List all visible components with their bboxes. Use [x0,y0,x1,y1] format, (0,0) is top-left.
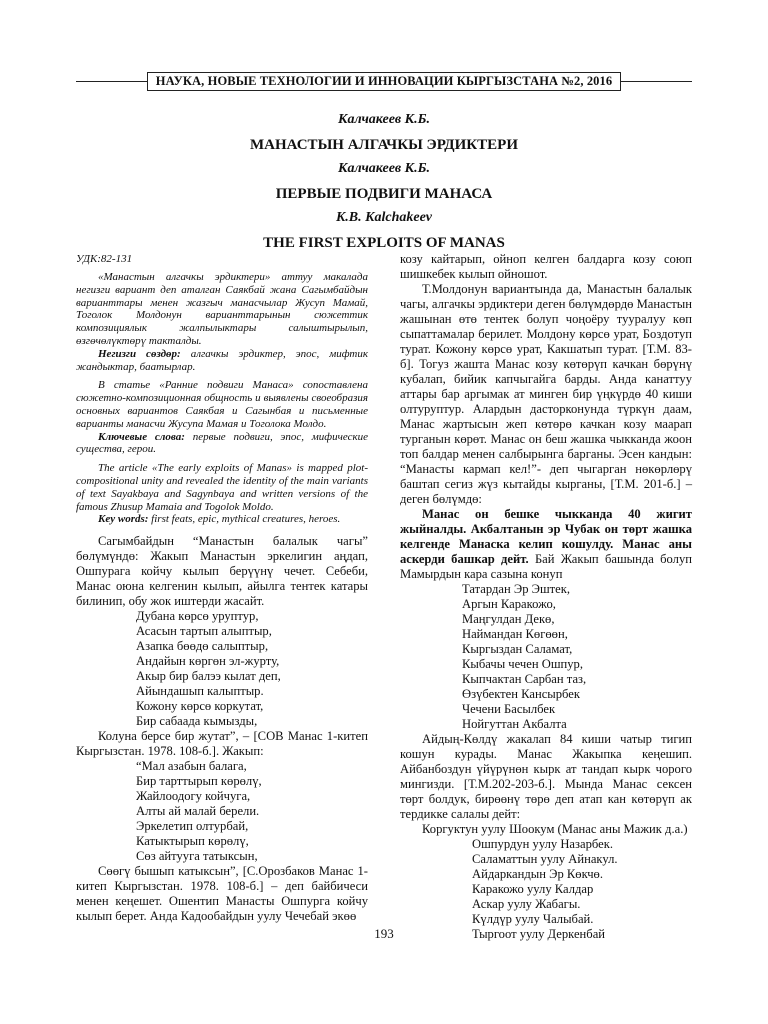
title-ky: МАНАСТЫН АЛГАЧКЫ ЭРДИКТЕРИ [249,136,518,153]
left-paragraph-1: Сагымбайдын “Манастын балалык чагы” бөлүмүндө: Жакып Манастын эркелигин аңдап, Ошпурага койчу кылып берүүнү чечет. Себеби, Манас оюна келгенин кылып, айылга тентек катары билинип, обу жок иштерди жасайт. [76,534,368,609]
poem-line: Күлдүр уулу Чалыбай. [472,912,594,926]
poem-line: Айындашып калыптыр. [136,684,264,699]
poem-line: Нойгуттан Акбалта [462,717,567,731]
right-column [400,252,692,942]
left-paragraph-3: Сөөгү бышып катыксын”, [С.Орозбаков Манас 1-китеп Кыргызстан. 1978. 108-б.] – деп байбичеси менен кеңешет. Ошентип Манасты Ошпурга койчу кылып берет. Анда Кадообайдын уулу Чечебай экөө [76,864,368,924]
poem-line: Татардан Эр Эштек, [462,582,571,596]
right-paragraph-3-rest: Бай Жакып башында болуп Мамырдын кара сазына конуп [400,552,692,581]
abstract-ru: В статье «Ранние подвиги Манаса» сопоставлена сюжетно-композиционная общность и выявлены своеобразия основных вариантов Саякбая и Сагынбая и письменные варианты манасчи Жусупа Мамая и Тоголока Молдо. [76,379,368,430]
keywords-ky-text: алгачкы эрдиктер, эпос, мифтик жандыктар, баатырлар. [76,347,368,373]
poem-line: Чечени Басылбек [462,702,556,716]
poem-line: Кыбачы чечен Ошпур, [462,657,583,671]
right-paragraph-4: Айдың-Көлдү жакалап 84 киши чатыр тигип кошун курады. Манас Жакыпка кеңешип. Айбанбоздун үйүрүнөн кырк ат тандап кырк чорого мингизди. [Т.М.202-203-б.]. Мында Манас сексен төрт болдук, бирөөнү төрө деп атап кан көтөрүп ак тердикке салалы дейт: [400,732,692,821]
poem-line: Андайын көргөн эл-журту, [136,654,280,669]
poem-line: Бир сабаада кымызды, [136,714,258,729]
poem-line: Каракожо уулу Калдар [472,882,594,896]
title-en: THE FIRST EXPLOITS OF MANAS [263,234,505,251]
article-titles [76,108,692,255]
keywords-ru-text: первые подвиги, эпос, мифические существа, герои. [76,430,369,456]
poem-line: Азапка бөөдө салыптыр, [136,639,269,654]
title-ru: ПЕРВЫЕ ПОДВИГИ МАНАСА [275,185,493,202]
right-poem-1 [400,582,692,732]
poem-line: Тыргоот уулу Деркенбай [472,927,606,941]
header-rule-left [76,81,147,82]
journal-header [76,70,692,92]
keywords-en [76,513,368,526]
poem-line: Кыпчактан Сарбан таз, [462,672,587,686]
abstract-ky: «Манастын алгачкы эрдиктери» аттуу макалада негизги вариант деп аталган Саякбай жана Сагымбайдын варианттары менен жазгыч манасчылар Жусуп Мамай, Тоголок Молдонун варианттарынын сюжеттик композициялык жалпылыктары салыштырылып, өзгөчөлүктөрү такталды. [76,271,368,347]
poem-line: Эркелетип олтурбай, [136,819,249,834]
page-number: 193 [374,926,394,941]
poem-line: Алты ай малай берели. [136,804,260,819]
left-column [76,252,368,924]
right-paragraph-5: Коргуктун уулу Шоокум (Манас аны Мажик д.а.) [422,822,688,836]
header-rule-right [621,81,692,82]
poem-line: Катыктырып көрөлү, [136,834,249,849]
poem-line: Наймандан Көгөөн, [462,627,568,641]
author-en: K.B. Kalchakeev [335,210,433,225]
poem-line: Асасын тартып алыптыр, [136,624,272,639]
poem-line: Кыргыздан Саламат, [462,642,573,656]
poem-line: Саламаттын уулу Айнакул. [472,852,618,866]
journal-title: НАУКА, НОВЫЕ ТЕХНОЛОГИИ И ИННОВАЦИИ КЫРГЫЗСТАНА №2, 2016 [147,72,622,91]
poem-line: Сөз айтууга татыксын, [136,849,258,864]
left-poem-2 [76,759,368,864]
keywords-ky [76,348,368,374]
keywords-ru [76,431,368,457]
right-paragraph-3-bold: Манас он бешке чыкканда 40 жигит жыйналды. Акбалтанын эр Чубак он төрт жашка келгенде Манаска келип кошулду. Манас аны аскерди башкар дейт. [400,507,692,566]
author-ru: Калчакеев К.Б. [337,161,431,176]
poem-line: Маңгулдан Декө, [462,612,555,626]
poem-line: “Мал азабын балага, [136,759,247,774]
left-poem-1 [76,609,368,729]
keywords-ky-label: Негизги сөздөр: [98,347,181,360]
poem-line: Кожону көрсө коркутат, [136,699,264,714]
poem-line: Айдаркандын Эр Көкчө. [472,867,604,881]
poem-line: Жайлоодогу койчуга, [136,789,251,804]
left-paragraph-2: Колуна берсе бир жутат”, – [СОВ Манас 1-китеп Кыргызстан. 1978. 108-б.]. Жакып: [76,729,368,759]
abstract-en: The article «The early exploits of Manas» is mapped plot-compositional unity and revealed the identity of the main variants of text Sayakbaya and Sagynbaya and written versions of the famous Zhusup Mamaia and Togolok Moldo. [76,462,368,513]
right-paragraph-2: Т.Молдонун вариантында да, Манастын балалык чагы, алгачкы эрдиктери деген бөлүмдөрдө Манастын жашынан өтө тентек болуп чоңоёру тууралуу көп сыпаттамалар берилет. Молдону көрсө урат, Боздотуп турат. Кожону көрсө урат, Какшатып турат. [Т.М. 83-б]. Тогуз жашта Манас козу көтөрүп качкан бөрүнү кубалап, бийик капчыгайга барды. Анда канаттуу аттары бар аргымак ат минген бир үңкүрдө 40 киши олтуруптур. Алардын дасторконунда түркүн даам, Манас жартысын жеп көтөрө качкан козу маарап турганын көрөт. Манас он беш жашка чыкканда жоон топ балдар менен салбырынга барганы. Эсен кандын: “Манасты кармап кел!”- деп чыгарган нөкөрлөрү баштап сегиз жүз кытайды кырганы, [Т.М. 201-б.] – деген бөлүмдө: [400,282,692,506]
author-ky: Калчакеев К.Б. [337,112,431,127]
udk-code: УДК:82-131 [76,253,133,265]
poem-line: Аскар уулу Жабагы. [472,897,581,911]
poem-line: Аргын Каракожо, [462,597,556,611]
poem-line: Өзүбектен Кансырбек [462,687,580,701]
poem-line: Ошпурдун уулу Назарбек. [472,837,613,851]
poem-line: Акыр бир балээ кылат деп, [136,669,281,684]
poem-line: Бир тарттырып көрөлү, [136,774,262,789]
keywords-en-label: Key words: [98,513,149,526]
keywords-en-text: first feats, epic, mythical creatures, heroes. [148,513,341,526]
keywords-ru-label: Ключевые слова: [98,430,185,443]
poem-line: Дубана көрсө уруптур, [136,609,259,624]
right-paragraph-3 [400,507,692,582]
right-paragraph-1: козу кайтарып, ойноп келген балдарга козу союп шишкебек кылып ойношот. [400,252,692,281]
